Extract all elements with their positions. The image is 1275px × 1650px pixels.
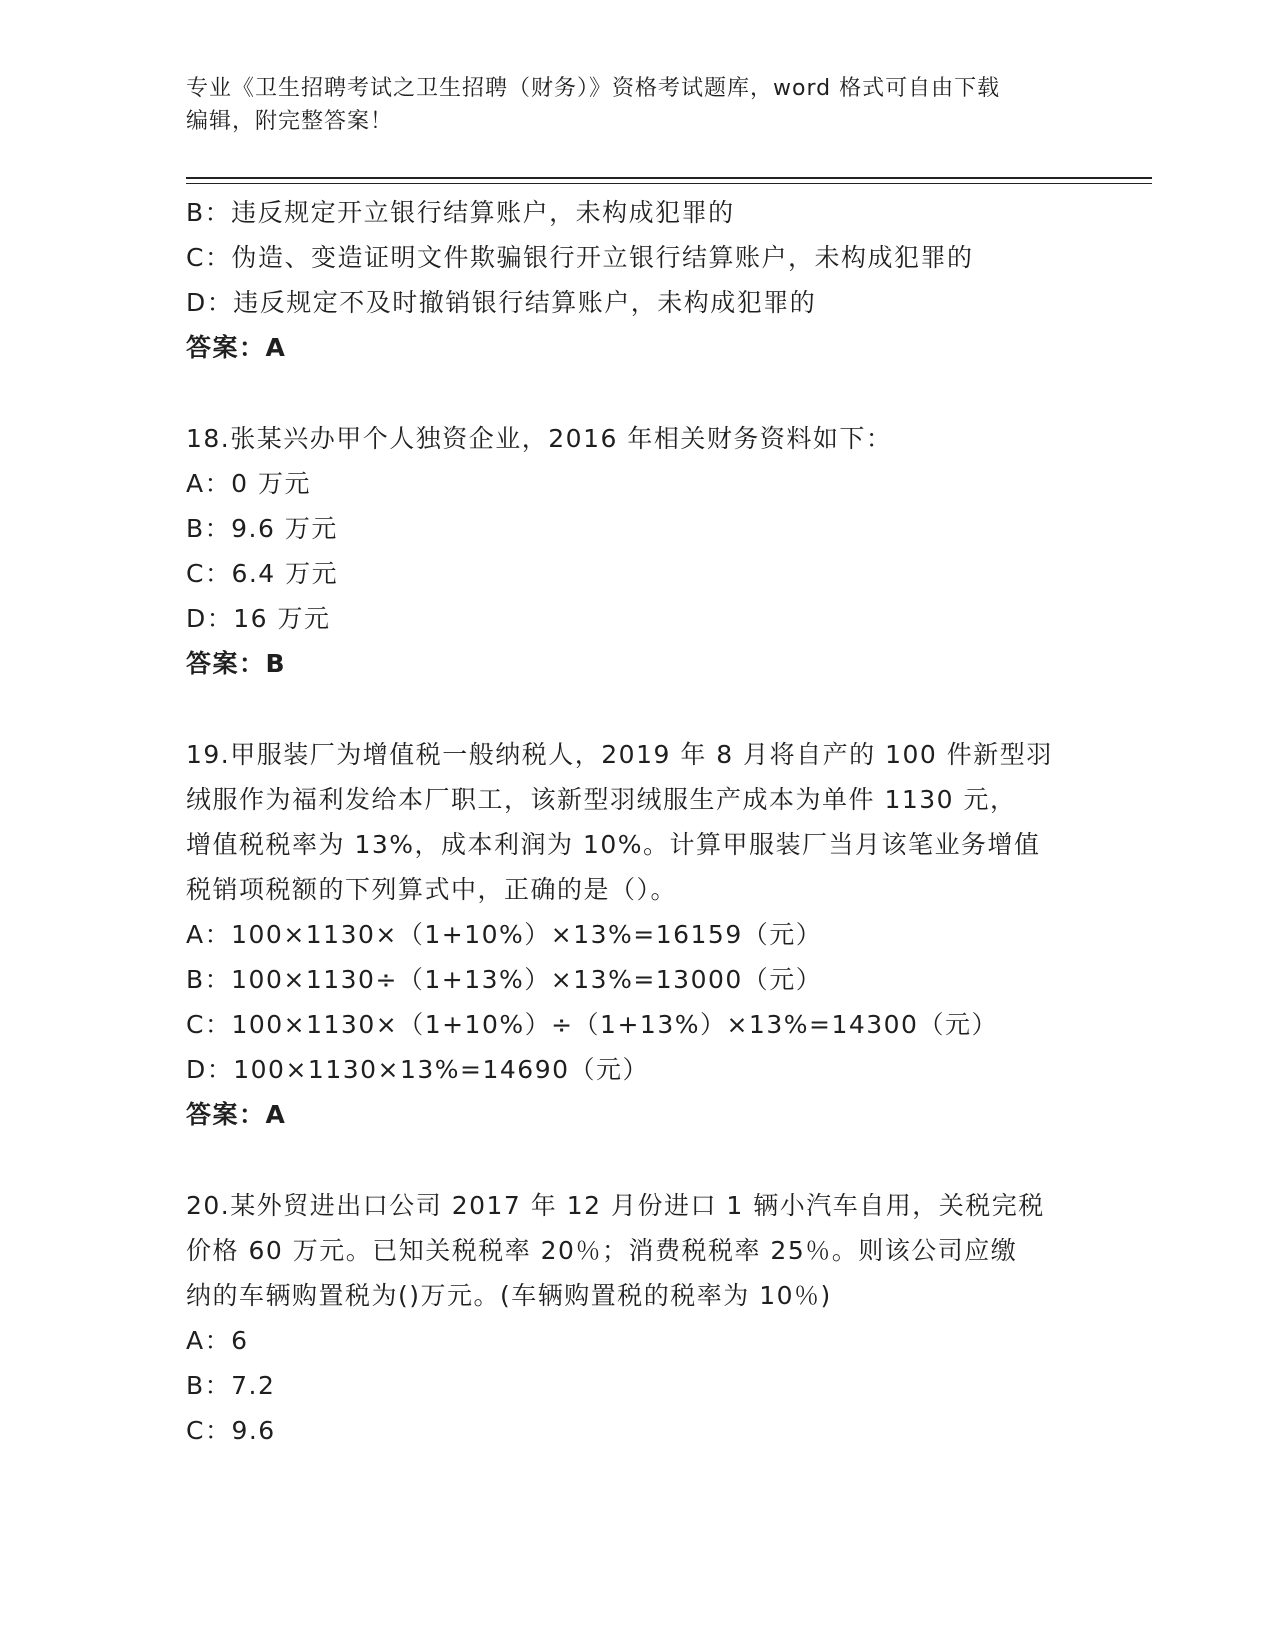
header-divider-thick xyxy=(186,177,1152,179)
question-list xyxy=(186,190,1086,1453)
q19-option-b: B：100×1130÷（1+13%）×13%=13000（元） xyxy=(186,965,823,994)
question-20 xyxy=(186,1183,1086,1453)
q19-option-d: D：100×1130×13%=14690（元） xyxy=(186,1055,650,1084)
header-line-2: 编辑，附完整答案！ xyxy=(186,109,394,134)
question-17 xyxy=(186,190,1086,370)
header-line-1: 专业《卫生招聘考试之卫生招聘（财务）》资格考试题库，word 格式可自由下载 xyxy=(186,76,1001,101)
q18-option-d: D：16 万元 xyxy=(186,604,331,633)
question-18 xyxy=(186,416,1086,686)
q19-answer: 答案：A xyxy=(186,1100,287,1129)
q18-option-a: A：0 万元 xyxy=(186,469,311,498)
q17-option-b: B：违反规定开立银行结算账户，未构成犯罪的 xyxy=(186,198,735,227)
q20-option-c: C：9.6 xyxy=(186,1416,276,1445)
spacer xyxy=(186,686,1086,732)
q18-option-c: C：6.4 万元 xyxy=(186,559,339,588)
q19-stem-line-2: 绒服作为福利发给本厂职工，该新型羽绒服生产成本为单件 1130 元， xyxy=(186,785,1017,814)
q20-option-b: B：7.2 xyxy=(186,1371,276,1400)
spacer xyxy=(186,370,1086,416)
header-divider-thin xyxy=(186,183,1152,184)
q17-option-d: D：违反规定不及时撤销银行结算账户，未构成犯罪的 xyxy=(186,288,817,317)
q19-option-c: C：100×1130×（1+10%）÷（1+13%）×13%=14300（元） xyxy=(186,1010,998,1039)
spacer xyxy=(186,1137,1086,1183)
q17-answer: 答案：A xyxy=(186,333,287,362)
q20-stem-line-1: 20.某外贸进出口公司 2017 年 12 月份进口 1 辆小汽车自用，关税完税 xyxy=(186,1191,1045,1220)
q18-option-b: B：9.6 万元 xyxy=(186,514,338,543)
q19-stem-line-1: 19.甲服装厂为增值税一般纳税人，2019 年 8 月将自产的 100 件新型羽 xyxy=(186,740,1053,769)
q19-stem-line-3: 增值税税率为 13%，成本利润为 10%。计算甲服装厂当月该笔业务增值 xyxy=(186,830,1041,859)
question-19 xyxy=(186,732,1086,1137)
q18-stem-line-1: 18.张某兴办甲个人独资企业，2016 年相关财务资料如下： xyxy=(186,424,893,453)
q17-option-c: C：伪造、变造证明文件欺骗银行开立银行结算账户，未构成犯罪的 xyxy=(186,243,974,272)
q18-answer: 答案：B xyxy=(186,649,287,678)
q19-stem-line-4: 税销项税额的下列算式中，正确的是（）。 xyxy=(186,875,678,904)
q20-stem-line-3: 纳的车辆购置税为()万元。(车辆购置税的税率为 10％) xyxy=(186,1281,832,1310)
q19-option-a: A：100×1130×（1+10%）×13%=16159（元） xyxy=(186,920,823,949)
document-header xyxy=(186,72,1066,138)
q20-stem-line-2: 价格 60 万元。已知关税税率 20％；消费税税率 25％。则该公司应缴 xyxy=(186,1236,1018,1265)
q20-option-a: A：6 xyxy=(186,1326,249,1355)
